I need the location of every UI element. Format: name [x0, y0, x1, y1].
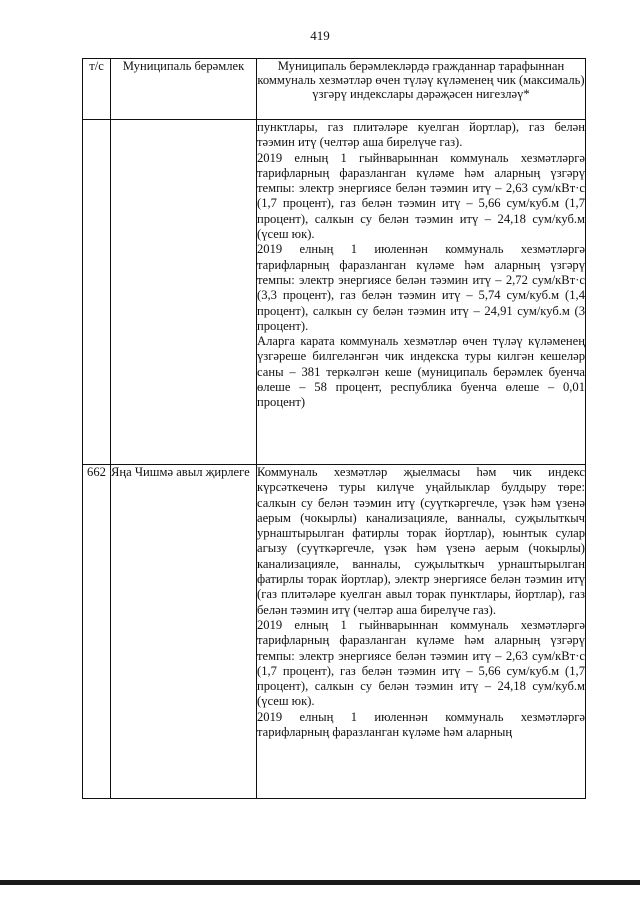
- row-number: [83, 120, 111, 465]
- row-municipality: Яңа Чишмә авыл җирлеге: [111, 465, 257, 799]
- scan-edge-bar: [0, 880, 640, 885]
- paragraph: Аларга карата коммуналь хезмәтләр өчен түләү күләменең үзгәреше билгеләнгән чик индекска туры килгән кешеләр саны – 381 теркәлгән кеше (муниципаль берәмлек буенча өлеше – 58 процент, республика буенча өлеше – 0,01 процент): [257, 334, 585, 410]
- paragraph: 2019 елның 1 гыйнварыннан коммуналь хезмәтләргә тарифларның фаразланган күләме һәм аларның үзгәрү темпы: электр энергиясе белән тәэмин итү – 2,63 сум/кВт·с (1,7 процент), газ белән тәэмин итү – 5,66 сум/куб.м (1,7 процент), салкын су белән тәэмин итү – 24,18 сум/куб.м (үсеш юк).: [257, 150, 585, 242]
- paragraph: Коммуналь хезмәтләр җыелмасы һәм чик индекс күрсәткеченә туры килүче уңайлыклар булдыру төре: салкын су белән тәэмин итү (суүткәргечле, үзәк һәм үзенә аерым (чокырлы) канализацияле, ванналы, суҗылыткыч урнаштырылган фатирлы торак йортлар), юынтык сулар агызу (суүткәргечле, үзәк һәм үзенә аерым (чокырлы) канализацияле, ванналы, суҗылыткыч урнаштырылган фатирлы торак йортлар), электр энергиясе белән тәэмин итү (газ плитәләре куелган авыл торак пунктлары, йортлар), газ белән тәэмин итү (челтәр аша бирелүче газ).: [257, 465, 585, 617]
- paragraph: 2019 елның 1 июленнән коммуналь хезмәтләргә тарифларның фаразланган күләме һәм аларның: [257, 709, 585, 740]
- row-number: 662: [83, 465, 111, 799]
- table-header-row: [83, 59, 586, 120]
- document-table: [82, 58, 586, 799]
- row-description: [257, 465, 586, 799]
- table-row: [83, 465, 586, 799]
- row-description: [257, 120, 586, 465]
- header-municipality: Муниципаль берәмлек: [111, 59, 257, 120]
- paragraph: 2019 елның 1 гыйнварыннан коммуналь хезмәтләргә тарифларның фаразланган күләме һәм аларның үзгәрү темпы: электр энергиясе белән тәэмин итү – 2,63 сум/кВт·с (1,7 процент), газ белән тәэмин итү – 5,66 сум/куб.м (1,7 процент), салкын су белән тәэмин итү – 24,18 сум/куб.м (үсеш юк).: [257, 617, 585, 709]
- page-number: 419: [310, 28, 330, 43]
- paragraph: пунктлары, газ плитәләре куелган йортлар), газ белән тәэмин итү (челтәр аша бирелүче газ).: [257, 120, 585, 150]
- row-municipality: [111, 120, 257, 465]
- header-number: т/с: [83, 59, 111, 120]
- paragraph: 2019 елның 1 июленнән коммуналь хезмәтләргә тарифларның фаразланган күләме һәм аларның үзгәрү темпы: электр энергиясе белән тәэмин итү – 2,72 сум/кВт·с (3,3 процент), газ белән тәэмин итү – 5,74 сум/куб.м (1,4 процент), салкын су белән тәэмин итү – 24,91 сум/куб.м (3 процент).: [257, 242, 585, 333]
- header-description: Муниципаль берәмлекләрдә гражданнар тарафыннан коммуналь хезмәтләр өчен түләү күләменең чик (максималь) үзгәрү индекслары дәрәҗәсен нигезләү*: [257, 59, 586, 120]
- table-row: [83, 120, 586, 465]
